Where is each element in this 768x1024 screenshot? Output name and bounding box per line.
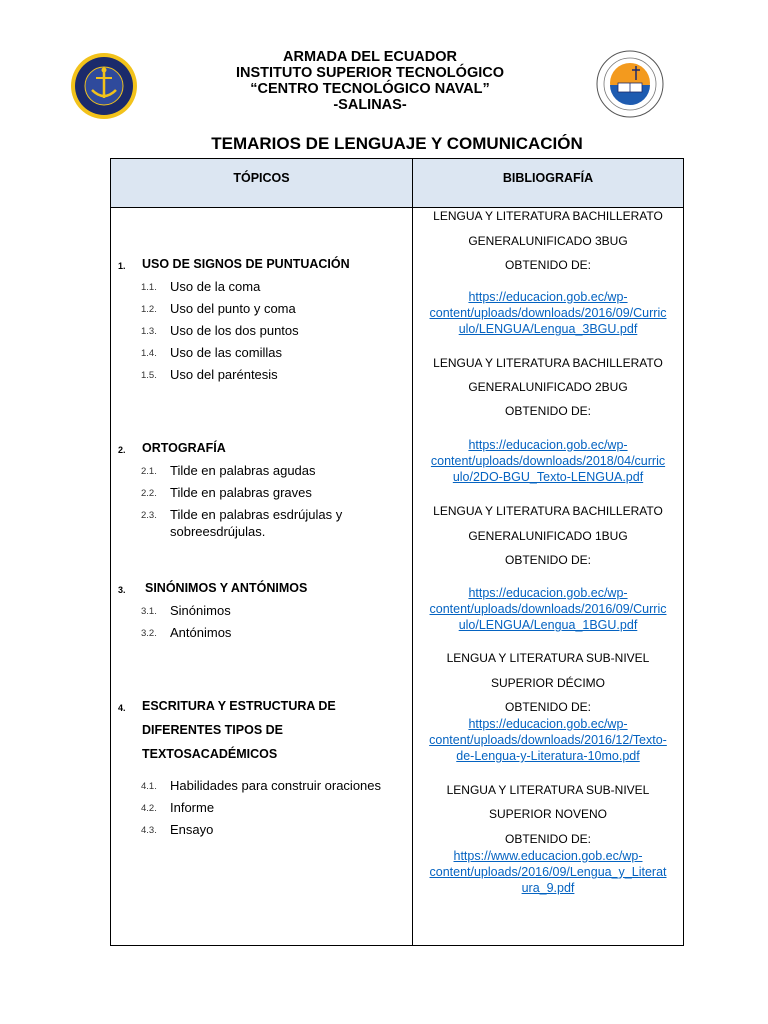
topic-title: SINÓNIMOS Y ANTÓNIMOS bbox=[145, 581, 308, 595]
subtopic-number: 1.5. bbox=[141, 370, 157, 381]
link-line[interactable]: ulo/LENGUA/Lengua_3BGU.pdf bbox=[458, 322, 638, 336]
bibliography-obtained-from: OBTENIDO DE: bbox=[504, 832, 591, 846]
link-line[interactable]: content/uploads/downloads/2018/04/curric bbox=[430, 454, 666, 468]
institution-header bbox=[200, 49, 540, 113]
subtopic-item: Tilde en palabras esdrújulas y sobreesdrújulas. bbox=[170, 507, 343, 539]
topic-title: USO DE SIGNOS DE PUNTUACIÓN bbox=[142, 257, 350, 271]
link-line[interactable]: https://educacion.gob.ec/wp- bbox=[468, 290, 628, 304]
topics-column-header: TÓPICOS bbox=[233, 171, 290, 185]
topic-number: 3. bbox=[118, 585, 126, 595]
subtopic-item: Uso de las comillas bbox=[170, 345, 282, 360]
link-line[interactable]: content/uploads/downloads/2016/09/Curric bbox=[429, 306, 667, 320]
bibliography-title: LENGUA Y LITERATURA BACHILLERATO bbox=[433, 504, 663, 518]
subtopic-item: Habilidades para construir oraciones bbox=[170, 778, 382, 793]
subtopic-number: 4.3. bbox=[141, 825, 157, 836]
link-line[interactable]: content/uploads/downloads/2016/12/Texto- bbox=[429, 733, 667, 747]
topics-column bbox=[111, 208, 412, 945]
subtopic-number: 4.2. bbox=[141, 803, 157, 814]
link-line[interactable]: ulo/LENGUA/Lengua_1BGU.pdf bbox=[458, 618, 638, 632]
bibliography-link[interactable] bbox=[413, 585, 683, 633]
topic-title-line: TEXTOSACADÉMICOS bbox=[142, 747, 278, 761]
link-line[interactable]: content/uploads/2016/09/Lengua_y_Literat bbox=[429, 865, 667, 879]
subtopic-number: 4.1. bbox=[141, 781, 157, 792]
bibliography-link[interactable] bbox=[413, 289, 683, 337]
bibliography-title: GENERALUNIFICADO 3BUG bbox=[468, 234, 628, 248]
bibliography-title: GENERALUNIFICADO 2BUG bbox=[468, 380, 628, 394]
armada-logo bbox=[70, 52, 138, 120]
centro-tecnologico-logo bbox=[596, 50, 664, 118]
header-line-4: -SALINAS- bbox=[333, 97, 407, 113]
link-line[interactable]: de-Lengua-y-Literatura-10mo.pdf bbox=[456, 749, 640, 763]
link-line[interactable]: ura_9.pdf bbox=[521, 881, 575, 895]
subtopic-number: 3.2. bbox=[141, 628, 157, 639]
header-line-2: INSTITUTO SUPERIOR TECNOLÓGICO bbox=[236, 65, 504, 81]
bibliography-title: LENGUA Y LITERATURA SUB-NIVEL bbox=[446, 783, 650, 797]
bibliography-link[interactable] bbox=[413, 437, 683, 485]
bibliography-obtained-from: OBTENIDO DE: bbox=[504, 404, 591, 418]
subtopic-number: 1.2. bbox=[141, 304, 157, 315]
bibliography-link[interactable] bbox=[413, 716, 683, 764]
subtopic-number: 1.1. bbox=[141, 282, 157, 293]
topic-number: 4. bbox=[118, 703, 126, 713]
subtopic-number: 2.1. bbox=[141, 466, 157, 477]
bibliography-title: LENGUA Y LITERATURA SUB-NIVEL bbox=[446, 651, 650, 665]
subtopic-item: Uso del paréntesis bbox=[170, 367, 278, 382]
link-line[interactable]: content/uploads/downloads/2016/09/Curric bbox=[429, 602, 667, 616]
bibliography-obtained-from: OBTENIDO DE: bbox=[504, 553, 591, 567]
bibliography-title: LENGUA Y LITERATURA BACHILLERATO bbox=[433, 356, 663, 370]
subtopic-number: 1.4. bbox=[141, 348, 157, 359]
topic-number: 2. bbox=[118, 445, 126, 455]
subtopic-number: 1.3. bbox=[141, 326, 157, 337]
bibliography-column bbox=[413, 208, 683, 945]
topic-title: ORTOGRAFÍA bbox=[142, 441, 226, 455]
bibliography-obtained-from: OBTENIDO DE: bbox=[504, 700, 591, 714]
topic-title-line: ESCRITURA Y ESTRUCTURA DE bbox=[142, 699, 336, 713]
document-title: TEMARIOS DE LENGUAJE Y COMUNICACIÓN bbox=[211, 134, 583, 153]
subtopic-item: Uso de la coma bbox=[170, 279, 261, 294]
bibliography-column-header: BIBLIOGRAFÍA bbox=[502, 171, 594, 185]
link-line[interactable]: https://educacion.gob.ec/wp- bbox=[468, 717, 628, 731]
link-line[interactable]: https://www.educacion.gob.ec/wp- bbox=[453, 849, 643, 863]
subtopic-item: Tilde en palabras graves bbox=[170, 485, 312, 500]
subtopic-item: Antónimos bbox=[170, 625, 232, 640]
bibliography-obtained-from: OBTENIDO DE: bbox=[504, 258, 591, 272]
subtopic-number: 3.1. bbox=[141, 606, 157, 617]
subtopic-number: 2.3. bbox=[141, 510, 157, 521]
subtopic-item: Uso de los dos puntos bbox=[170, 323, 299, 338]
subtopic-item: Ensayo bbox=[170, 822, 214, 837]
subtopic-number: 2.2. bbox=[141, 488, 157, 499]
bibliography-title: LENGUA Y LITERATURA BACHILLERATO bbox=[433, 209, 663, 223]
topic-title-line: DIFERENTES TIPOS DE bbox=[142, 723, 283, 737]
topic-number: 1. bbox=[118, 261, 126, 271]
link-line[interactable]: ulo/2DO-BGU_Texto-LENGUA.pdf bbox=[452, 470, 644, 484]
header-line-3: “CENTRO TECNOLÓGICO NAVAL” bbox=[250, 81, 490, 97]
syllabus-table bbox=[110, 158, 684, 946]
bibliography-title: SUPERIOR DÉCIMO bbox=[490, 676, 605, 690]
subtopic-item: Uso del punto y coma bbox=[170, 301, 296, 316]
link-line[interactable]: https://educacion.gob.ec/wp- bbox=[468, 438, 628, 452]
link-line[interactable]: https://educacion.gob.ec/wp- bbox=[468, 586, 628, 600]
bibliography-link[interactable] bbox=[413, 848, 683, 896]
subtopic-item: Informe bbox=[170, 800, 215, 815]
subtopic-item: Sinónimos bbox=[170, 603, 231, 618]
bibliography-title: SUPERIOR NOVENO bbox=[488, 807, 608, 821]
header-line-1: ARMADA DEL ECUADOR bbox=[283, 49, 457, 65]
bibliography-title: GENERALUNIFICADO 1BUG bbox=[468, 529, 628, 543]
subtopic-item: Tilde en palabras agudas bbox=[170, 463, 316, 478]
